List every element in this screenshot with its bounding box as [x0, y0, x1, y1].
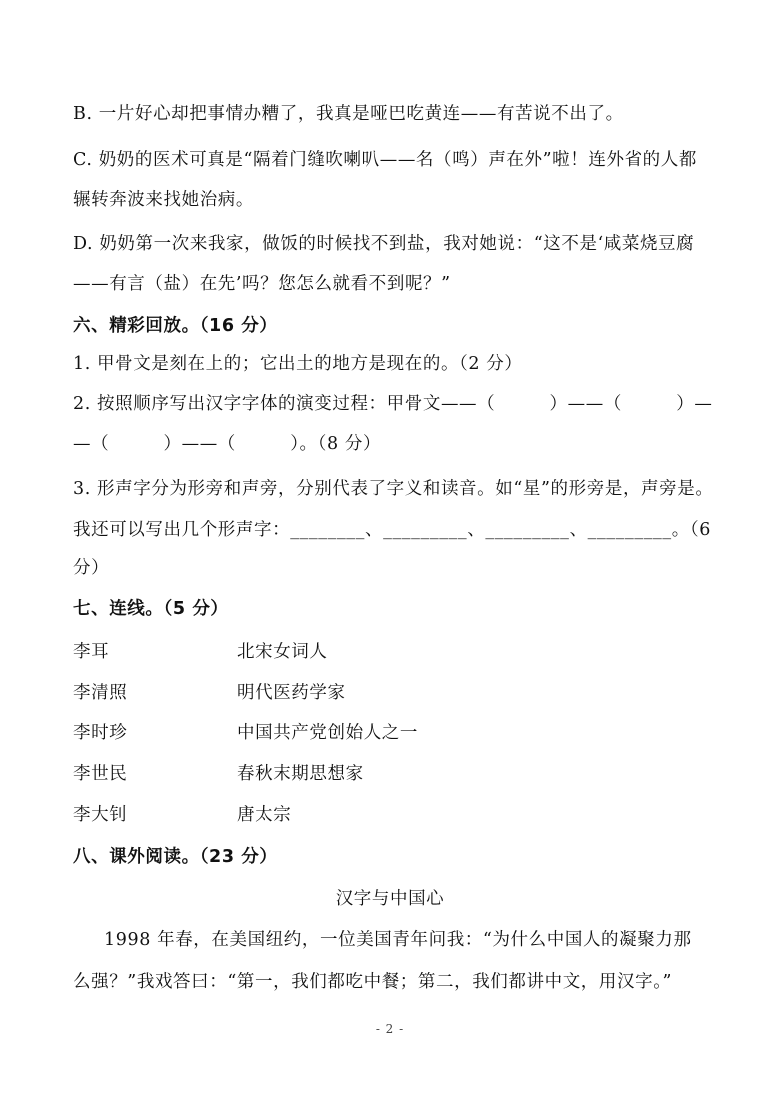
option-c-line1: C. 奶奶的医术可真是“隔着门缝吹喇叭——名（鸣）声在外”啦！连外省的人都	[73, 150, 697, 170]
match-right-item: 唐太宗	[237, 805, 292, 825]
option-b: B. 一片好心却把事情办糟了，我真是哑巴吃黄连——有苦说不出了。	[73, 104, 624, 124]
reading-paragraph-line2: 么强？”我戏答曰：“第一，我们都吃中餐；第二，我们都讲中文，用汉字。”	[73, 972, 673, 992]
match-left-item: 李世民	[73, 764, 128, 784]
match-right-item: 明代医药学家	[237, 683, 346, 703]
match-left-item: 李大钊	[73, 805, 128, 825]
section6-q2-line1: 2. 按照顺序写出汉字字体的演变过程：甲骨文——（ ）——（ ）—	[73, 394, 713, 414]
option-d-line1: D. 奶奶第一次来我家，做饭的时候找不到盐，我对她说：“这不是‘咸菜烧豆腐	[73, 234, 695, 254]
section6-q3-line3: 分）	[73, 558, 110, 578]
match-right-item: 北宋女词人	[237, 642, 328, 662]
section6-q1: 1. 甲骨文是刻在上的；它出土的地方是现在的。（2 分）	[73, 354, 523, 374]
section6-q3-line1: 3. 形声字分为形旁和声旁，分别代表了字义和读音。如“星”的形旁是，声旁是。	[73, 479, 714, 499]
section7-heading: 七、连线。（5 分）	[73, 599, 229, 619]
option-c-line2: 辗转奔波来找她治病。	[73, 190, 254, 210]
match-left-item: 李清照	[73, 683, 128, 703]
section8-heading: 八、课外阅读。（23 分）	[73, 847, 278, 867]
reading-paragraph-line1: 1998 年春，在美国纽约，一位美国青年问我：“为什么中国人的凝聚力那	[104, 930, 692, 950]
option-d-line2: ——有言（盐）在先’吗？您怎么就看不到呢？”	[73, 274, 451, 294]
section6-q2-line2: —（ ）——（ ）。（8 分）	[73, 434, 382, 454]
match-right-item: 春秋末期思想家	[237, 764, 364, 784]
match-left-item: 李时珍	[73, 723, 128, 743]
page-number: - 2 -	[375, 1022, 405, 1036]
match-left-item: 李耳	[73, 642, 110, 662]
section6-q3-line2: 我还可以写出几个形声字：________、_________、_________、_________。（6	[73, 520, 711, 540]
match-right-item: 中国共产党创始人之一	[237, 723, 418, 743]
section6-heading: 六、精彩回放。（16 分）	[73, 316, 278, 336]
reading-title: 汉字与中国心	[335, 889, 445, 909]
